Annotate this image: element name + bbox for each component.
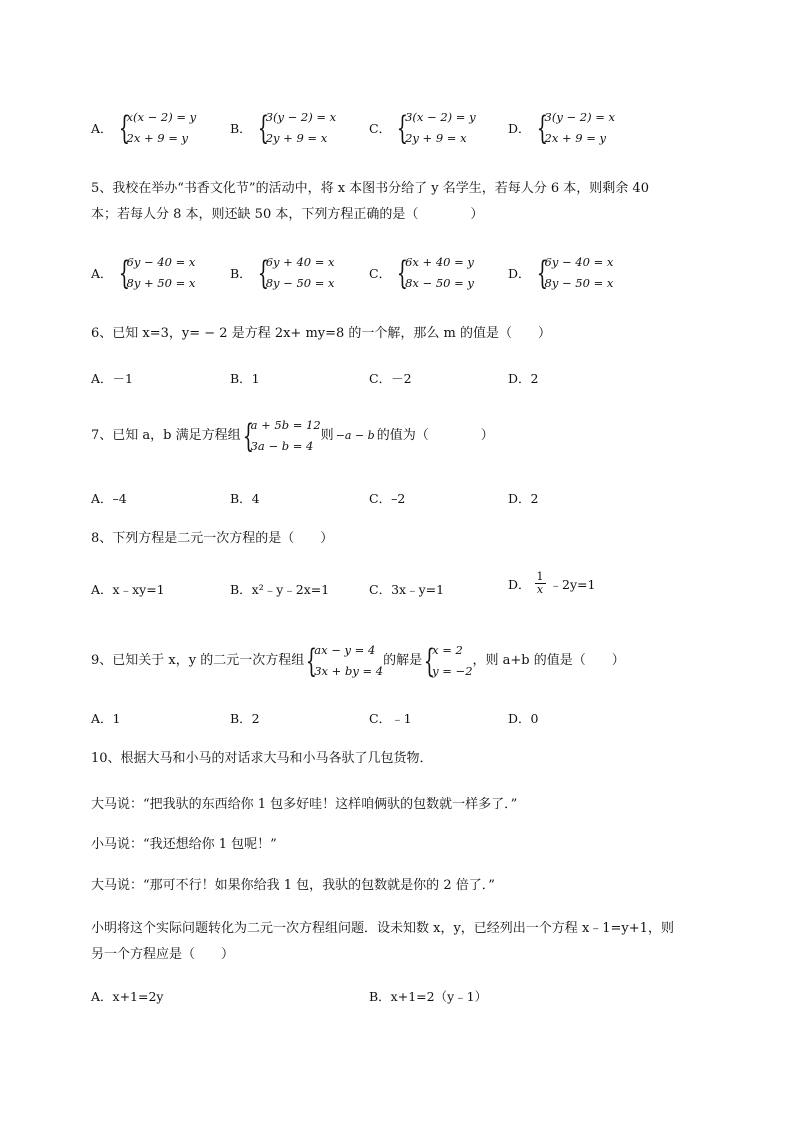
q9-option-a[interactable]: A．1 [91, 711, 121, 726]
equation-2: 8x − 50 = y [405, 276, 474, 290]
q9-middle: 的解是 [383, 653, 423, 668]
equation-2: 8y − 50 = x [544, 276, 614, 290]
equation-1: 6y − 40 = x [544, 255, 614, 269]
q9-solution-1: x = 2 [432, 643, 463, 657]
option-rest: ﹣2y=1 [549, 576, 596, 592]
q10-dialog-4: 小明将这个实际问题转化为二元一次方程组问题．设未知数 x，y，已经列出一个方程 x﹣1=y+1，则 [91, 921, 674, 936]
q5-option-a[interactable] [91, 252, 195, 294]
fraction [535, 571, 546, 596]
equation-2: 2x + 9 = y [126, 131, 189, 145]
equation-2: 2y + 9 = x [265, 131, 328, 145]
equation-2: 8y − 50 = x [265, 276, 335, 290]
q7-stem [91, 415, 494, 457]
brace-icon: { [242, 417, 254, 455]
brace-icon: { [257, 254, 269, 292]
option-label: B． [230, 266, 252, 281]
option-label: C． [369, 121, 392, 136]
q8-option-a[interactable]: A．x﹣xy=1 [91, 582, 165, 597]
fraction-numerator: 1 [536, 570, 544, 583]
q9-equation-1: ax − y = 4 [314, 643, 376, 657]
q10-stem: 10、根据大马和小马的对话求大马和小马各驮了几包货物． [91, 751, 433, 766]
q7-option-b[interactable]: B．4 [230, 491, 260, 506]
q10-dialog-5: 另一个方程应是（ ） [91, 947, 235, 962]
q7-option-c[interactable]: C．–2 [369, 491, 406, 506]
equation-2: 2x + 9 = y [544, 131, 607, 145]
equation-2: 8y + 50 = x [126, 276, 196, 290]
q8-stem: 8、下列方程是二元一次方程的是（ ） [91, 531, 334, 546]
q8-option-b[interactable]: B．x²﹣y﹣2x=1 [230, 582, 330, 597]
q4-option-b[interactable] [230, 107, 336, 149]
q10-dialog-1: 大马说：“把我驮的东西给你 1 包多好哇！这样咱俩驮的包数就一样多了．” [91, 797, 518, 812]
q7-middle: 则 [320, 428, 334, 443]
equation-1: 6y − 40 = x [126, 255, 196, 269]
q9-solution-2: y = −2 [432, 664, 473, 678]
equation-1: 3(y − 2) = x [265, 110, 337, 124]
q10-dialog-3: 大马说：“那可不行！如果你给我 1 包，我驮的包数就是你的 2 倍了．” [91, 878, 495, 893]
option-label: B． [230, 121, 252, 136]
q10-dialog-2: 小马说：“我还想给你 1 包呢！” [91, 837, 277, 852]
q5-option-d[interactable] [508, 252, 613, 294]
q5-stem-line2: 本；若每人分 8 本，则还缺 50 本，下列方程正确的是（ ） [91, 207, 484, 222]
fraction-denominator: x [536, 583, 544, 596]
brace-icon: { [257, 109, 269, 147]
q8-option-c[interactable]: C．3x﹣y=1 [369, 582, 445, 597]
q7-prefix: 7、已知 a，b 满足方程组 [91, 428, 241, 443]
option-label: D． [508, 121, 531, 136]
q9-stem [91, 640, 625, 682]
brace-icon: { [423, 642, 436, 680]
brace-icon: { [536, 109, 548, 147]
option-label: A． [91, 266, 113, 281]
q6-option-d[interactable]: D．2 [508, 371, 539, 386]
brace-icon: { [118, 254, 130, 292]
q4-option-c[interactable] [369, 107, 476, 149]
q9-suffix: ，则 a+b 的值是（ ） [472, 653, 625, 668]
q7-equation-1: a + 5b = 12 [250, 418, 321, 432]
q6-stem: 6、已知 x=3，y= − 2 是方程 2x+ my=8 的一个解，那么 m 的值是（ ） [91, 326, 552, 341]
q7-equation-2: 3a − b = 4 [250, 439, 314, 453]
q6-option-b[interactable]: B．1 [230, 371, 260, 386]
option-label: D． [508, 576, 531, 592]
q7-option-d[interactable]: D．2 [508, 491, 539, 506]
option-label: C． [369, 266, 392, 281]
q7-suffix: 的值为（ ） [376, 428, 494, 443]
brace-icon: { [306, 642, 318, 680]
q10-option-a[interactable]: A．x+1=2y [91, 989, 164, 1004]
option-label: D． [508, 266, 531, 281]
q4-option-d[interactable] [508, 107, 615, 149]
q5-stem-line1: 5、我校在举办“书香文化节”的活动中，将 x 本图书分给了 y 名学生，若每人分 6 本，则剩余 40 [91, 181, 649, 196]
option-label: A． [91, 121, 113, 136]
q9-option-d[interactable]: D．0 [508, 711, 539, 726]
q9-option-b[interactable]: B．2 [230, 711, 260, 726]
equation-1: 6x + 40 = y [405, 255, 474, 269]
equation-1: 3(y − 2) = x [544, 110, 616, 124]
q10-option-b[interactable]: B．x+1=2（y﹣1） [369, 989, 488, 1004]
equation-1: 3(x − 2) = y [405, 110, 476, 124]
q4-option-a[interactable] [91, 107, 196, 149]
equation-1: x(x − 2) = y [126, 110, 197, 124]
brace-icon: { [396, 254, 409, 292]
q5-option-c[interactable] [369, 252, 474, 294]
q9-prefix: 9、已知关于 x，y 的二元一次方程组 [91, 653, 305, 668]
q9-equation-2: 3x + by = 4 [314, 664, 384, 678]
brace-icon: { [118, 109, 130, 147]
q6-option-c[interactable]: C．－2 [369, 371, 412, 386]
brace-icon: { [396, 109, 409, 147]
q9-option-c[interactable]: C．﹣1 [369, 711, 412, 726]
q5-option-b[interactable] [230, 252, 335, 294]
q7-option-a[interactable]: A．–4 [91, 491, 127, 506]
q6-option-a[interactable]: A．－1 [91, 371, 133, 386]
q7-expression: −a − b [335, 429, 375, 442]
equation-1: 6y + 40 = x [265, 255, 335, 269]
q8-option-d[interactable] [508, 571, 595, 596]
brace-icon: { [536, 254, 548, 292]
equation-2: 2y + 9 = x [405, 131, 467, 145]
